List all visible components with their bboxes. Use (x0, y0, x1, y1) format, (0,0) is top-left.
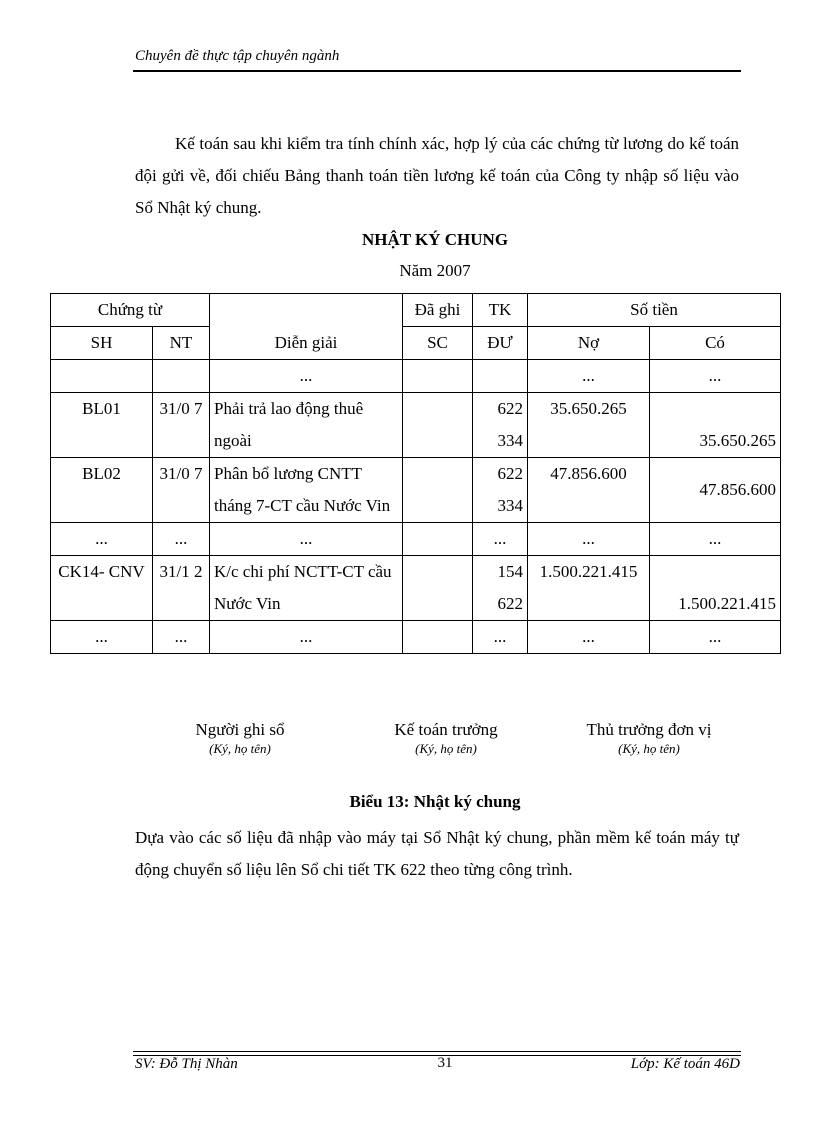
signature-role: Thủ trưởng đơn vị (586, 720, 712, 739)
header-da-ghi: Đã ghi (403, 294, 473, 327)
page-header: Chuyên đề thực tập chuyên ngành (135, 48, 340, 64)
cell-dien-giai: ... (210, 621, 403, 654)
header-dien-giai: Diễn giải (210, 294, 403, 360)
journal-table (50, 293, 781, 654)
cell-sc (403, 523, 473, 556)
cell-dien-giai: Phải trả lao động thuê ngoài (210, 393, 403, 458)
header-no: Nợ (528, 327, 650, 360)
header-sh: SH (51, 327, 153, 360)
cell-co: ... (650, 621, 781, 654)
cell-tk: ... (473, 621, 528, 654)
cell-no: 1.500.221.415 (528, 556, 650, 621)
header-co: Có (650, 327, 781, 360)
cell-sc (403, 393, 473, 458)
table-row (51, 393, 781, 458)
cell-co: 47.856.600 (650, 458, 781, 523)
cell-sh: ... (51, 621, 153, 654)
cell-tk (473, 360, 528, 393)
footer-rule (133, 1051, 741, 1052)
closing-paragraph: Dựa vào các số liệu đã nhập vào máy tại Sổ Nhật ký chung, phần mềm kế toán máy tự động chuyển số liệu lên Sổ chi tiết TK 622 theo từng công trình. (135, 828, 739, 879)
cell-tk: 154 622 (473, 556, 528, 621)
cell-no: ... (528, 621, 650, 654)
cell-co: 1.500.221.415 (650, 556, 781, 621)
cell-dien-giai: ... (210, 523, 403, 556)
cell-no: 35.650.265 (528, 393, 650, 458)
cell-sc (403, 458, 473, 523)
footer-class: Lớp: Kế toán 46D (630, 1056, 740, 1072)
header-nt: NT (153, 327, 210, 360)
cell-tk: ... (473, 523, 528, 556)
cell-nt: 31/0 7 (153, 393, 210, 458)
cell-sh: ... (51, 523, 153, 556)
journal-title: NHẬT KÝ CHUNG (361, 230, 509, 249)
table-row (51, 458, 781, 523)
cell-co: ... (650, 523, 781, 556)
footer-student: SV: Đỗ Thị Nhàn (135, 1056, 238, 1072)
cell-sc (403, 621, 473, 654)
header-rule (133, 70, 741, 72)
table-header-row (51, 294, 781, 327)
signature-role: Kế toán trưởng (394, 720, 498, 739)
cell-co: 35.650.265 (650, 393, 781, 458)
signature-note: (Ký, họ tên) (415, 741, 477, 756)
table-row (51, 523, 781, 556)
cell-sh: CK14- CNV (51, 556, 153, 621)
cell-nt: 31/0 7 (153, 458, 210, 523)
table-row (51, 621, 781, 654)
cell-dien-giai: Phân bổ lương CNTT tháng 7-CT cầu Nước Vin (210, 458, 403, 523)
cell-sh: BL02 (51, 458, 153, 523)
cell-no: ... (528, 523, 650, 556)
header-du: ĐƯ (473, 327, 528, 360)
cell-nt (153, 360, 210, 393)
table-row (51, 556, 781, 621)
journal-year: Năm 2007 (399, 261, 471, 280)
cell-sh: BL01 (51, 393, 153, 458)
cell-no: 47.856.600 (528, 458, 650, 523)
header-tk: TK (473, 294, 528, 327)
cell-dien-giai: K/c chi phí NCTT-CT cầu Nước Vin (210, 556, 403, 621)
cell-tk: 622 334 (473, 393, 528, 458)
cell-nt: ... (153, 621, 210, 654)
cell-nt: 31/1 2 (153, 556, 210, 621)
signature-note: (Ký, họ tên) (618, 741, 680, 756)
header-chung-tu: Chứng từ (51, 294, 210, 327)
intro-paragraph: Kế toán sau khi kiểm tra tính chính xác, hợp lý của các chứng từ lương do kế toán đội gửi về, đối chiếu Bảng thanh toán tiền lương kế toán của Công ty nhập số liệu vào Sổ Nhật ký chung. (135, 134, 739, 217)
cell-sc (403, 556, 473, 621)
cell-nt: ... (153, 523, 210, 556)
cell-tk: 622 334 (473, 458, 528, 523)
signature-recorder (150, 720, 330, 758)
cell-sc (403, 360, 473, 393)
cell-sh (51, 360, 153, 393)
signature-chief-accountant (356, 720, 536, 758)
signature-role: Người ghi sổ (195, 720, 285, 739)
signature-note: (Ký, họ tên) (209, 741, 271, 756)
figure-caption: Biểu 13: Nhật ký chung (349, 792, 521, 811)
cell-co: ... (650, 360, 781, 393)
cell-dien-giai: ... (210, 360, 403, 393)
page-number: 31 (437, 1055, 453, 1071)
signature-unit-head (559, 720, 739, 758)
table-header-row (51, 327, 781, 360)
table-row (51, 360, 781, 393)
header-sc: SC (403, 327, 473, 360)
header-so-tien: Số tiền (528, 294, 781, 327)
cell-no: ... (528, 360, 650, 393)
